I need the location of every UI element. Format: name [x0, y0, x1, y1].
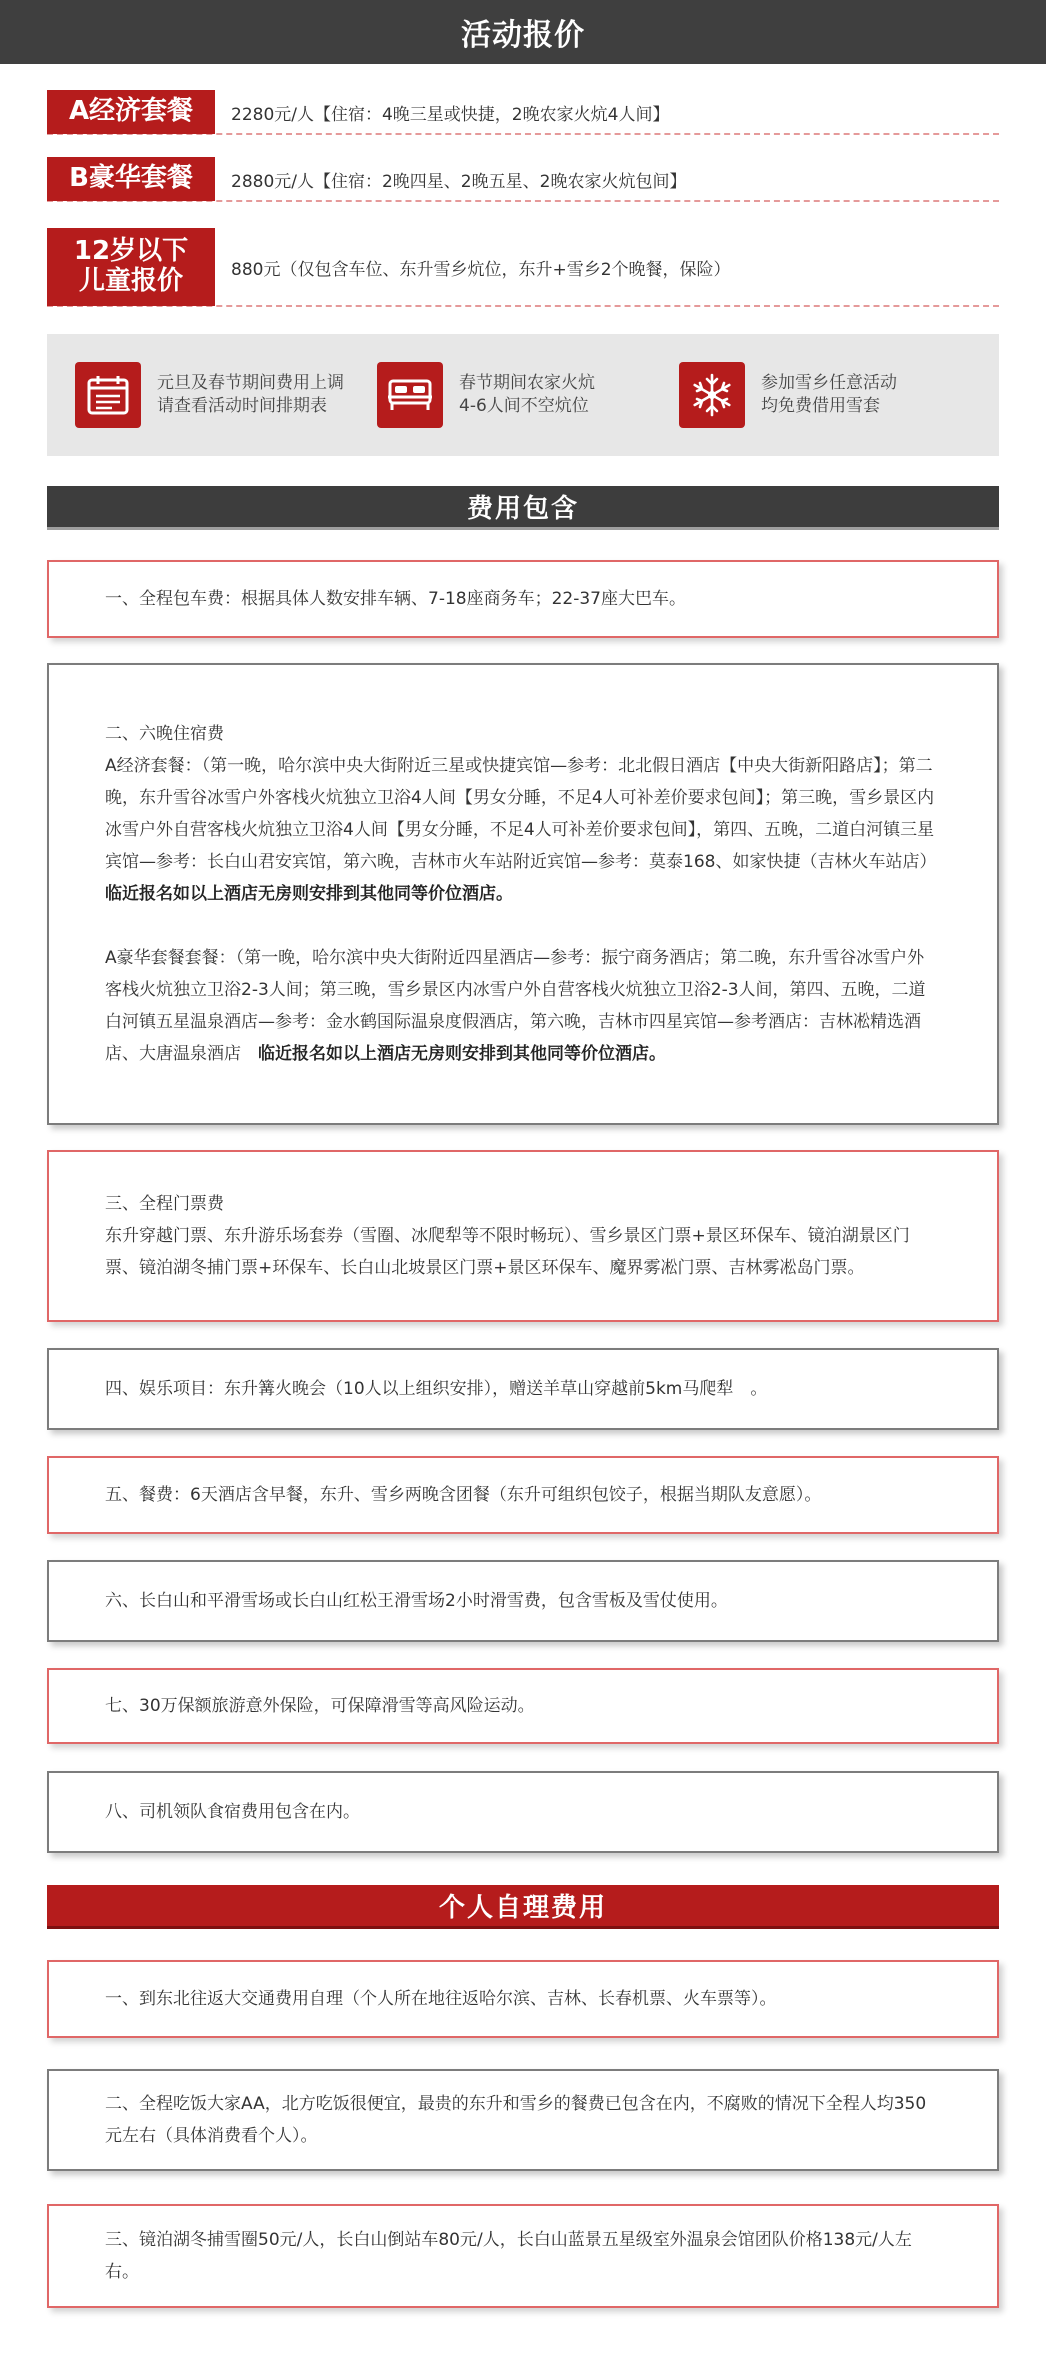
- driver-text: 八、司机领队食宿费用包含在内。: [105, 1802, 360, 1822]
- meals-text: 五、餐费：6天酒店含早餐，东升、雪乡两晚含团餐（东升可组织包饺子，根据当期队友意愿）。: [105, 1485, 822, 1505]
- bed-icon: [377, 362, 443, 428]
- self-paid-text: 一、到东北往返大交通费用自理（个人所在地往返哈尔滨、吉林、长春机票、火车票等）。: [105, 1989, 777, 2009]
- package-child: [47, 229, 999, 307]
- notice-snow: [651, 362, 953, 428]
- entertainment-text: 四、娱乐项目：东升篝火晚会（10人以上组织安排），赠送羊草山穿越前5km马爬犁 。: [105, 1379, 768, 1399]
- tickets-title: 三、全程门票费: [105, 1194, 224, 1214]
- package-a: [47, 91, 999, 135]
- self-paid-item: [47, 2204, 999, 2308]
- package-b-label: B豪华套餐: [47, 157, 215, 201]
- lodging-b-text: A豪华套餐套餐：（第一晚，哈尔滨中央大街附近四星酒店—参考：振宁商务酒店；第二晚，东升雪谷冰雪户外客栈火炕独立卫浴2-3人间；第三晚，雪乡景区内冰雪户外自营客栈火炕独立卫浴2-3人间，第四、五晚，二道白河镇五星温泉酒店—参考：金水鹤国际温泉度假酒店，第六晚，吉林市四星宾馆—参考酒店：吉林凇精选酒店、大唐温泉酒店: [105, 948, 926, 1064]
- notice-snow-text: 参加雪乡任意活动 均免费借用雪套: [761, 373, 897, 416]
- snowflake-icon: [679, 362, 745, 428]
- package-a-price: 2280元/人【住宿：4晚三星或快捷，2晚农家火炕4人间】: [231, 104, 670, 125]
- section-included-title: 费用包含: [47, 486, 999, 530]
- included-tickets: [47, 1150, 999, 1322]
- lodging-a-note: 临近报名如以上酒店无房则安排到其他同等价位酒店。: [105, 884, 513, 904]
- package-b-price: 2880元/人【住宿：2晚四星、2晚五星、2晚农家火炕包间】: [231, 171, 687, 192]
- lodging-b: [105, 942, 941, 1070]
- included-insurance: [47, 1668, 999, 1744]
- lodging-a-text: A经济套餐：（第一晚，哈尔滨中央大街附近三星或快捷宾馆—参考：北北假日酒店【中央大街新阳路店】；第二晚，东升雪谷冰雪户外客栈火炕独立卫浴4人间【男女分睡，不足4人可补差价要求包间】；第三晚，雪乡景区内冰雪户外自营客栈火炕独立卫浴4人间【男女分睡，不足4人可补差价要求包间】，第四、五晚，二道白河镇三星宾馆—参考：长白山君安宾馆，第六晚，吉林市火车站附近宾馆—参考：莫泰168、如家快捷（吉林火车站店）: [105, 756, 937, 872]
- included-driver: [47, 1771, 999, 1853]
- included-transport: [47, 560, 999, 638]
- section-self-paid-title: 个人自理费用: [47, 1885, 999, 1929]
- lodging-a: [105, 750, 941, 910]
- included-entertainment: [47, 1348, 999, 1430]
- included-lodging: [47, 663, 999, 1125]
- notice-band: [47, 334, 999, 456]
- self-paid-text: 二、全程吃饭大家AA，北方吃饭很便宜，最贵的东升和雪乡的餐费已包含在内，不腐败的情况下全程人均350元左右（具体消费看个人）。: [105, 2094, 927, 2146]
- notice-bed: [349, 362, 651, 428]
- self-paid-item: [47, 1960, 999, 2038]
- included-skiing: [47, 1560, 999, 1642]
- self-paid-item: [47, 2069, 999, 2171]
- included-transport-text: 一、全程包车费：根据具体人数安排车辆、7-18座商务车；22-37座大巴车。: [105, 589, 686, 609]
- included-meals: [47, 1456, 999, 1534]
- package-a-label: A经济套餐: [47, 90, 215, 134]
- notice-holiday: [47, 362, 349, 428]
- self-paid-text: 三、镜泊湖冬捕雪圈50元/人，长白山倒站车80元/人，长白山蓝景五星级室外温泉会馆团队价格138元/人左右。: [105, 2230, 912, 2282]
- package-child-label: 12岁以下儿童报价: [47, 228, 215, 306]
- package-child-price: 880元（仅包含车位、东升雪乡炕位，东升+雪乡2个晚餐，保险）: [231, 259, 731, 280]
- skiing-text: 六、长白山和平滑雪场或长白山红松王滑雪场2小时滑雪费，包含雪板及雪仗使用。: [105, 1591, 728, 1611]
- calendar-icon: [75, 362, 141, 428]
- page-title: 活动报价: [0, 0, 1046, 64]
- lodging-title: 二、六晚住宿费: [105, 724, 224, 744]
- notice-holiday-text: 元旦及春节期间费用上调 请查看活动时间排期表: [157, 373, 344, 416]
- notice-bed-text: 春节期间农家火炕 4-6人间不空炕位: [459, 373, 595, 416]
- insurance-text: 七、30万保额旅游意外保险，可保障滑雪等高风险运动。: [105, 1696, 535, 1716]
- lodging-b-note: 临近报名如以上酒店无房则安排到其他同等价位酒店。: [258, 1044, 666, 1064]
- package-b: [47, 158, 999, 202]
- tickets-text: 东升穿越门票、东升游乐场套券（雪圈、冰爬犁等不限时畅玩）、雪乡景区门票+景区环保车、镜泊湖景区门票、镜泊湖冬捕门票+环保车、长白山北坡景区门票+景区环保车、魔界雾凇门票、吉林雾凇岛门票。: [105, 1226, 910, 1278]
